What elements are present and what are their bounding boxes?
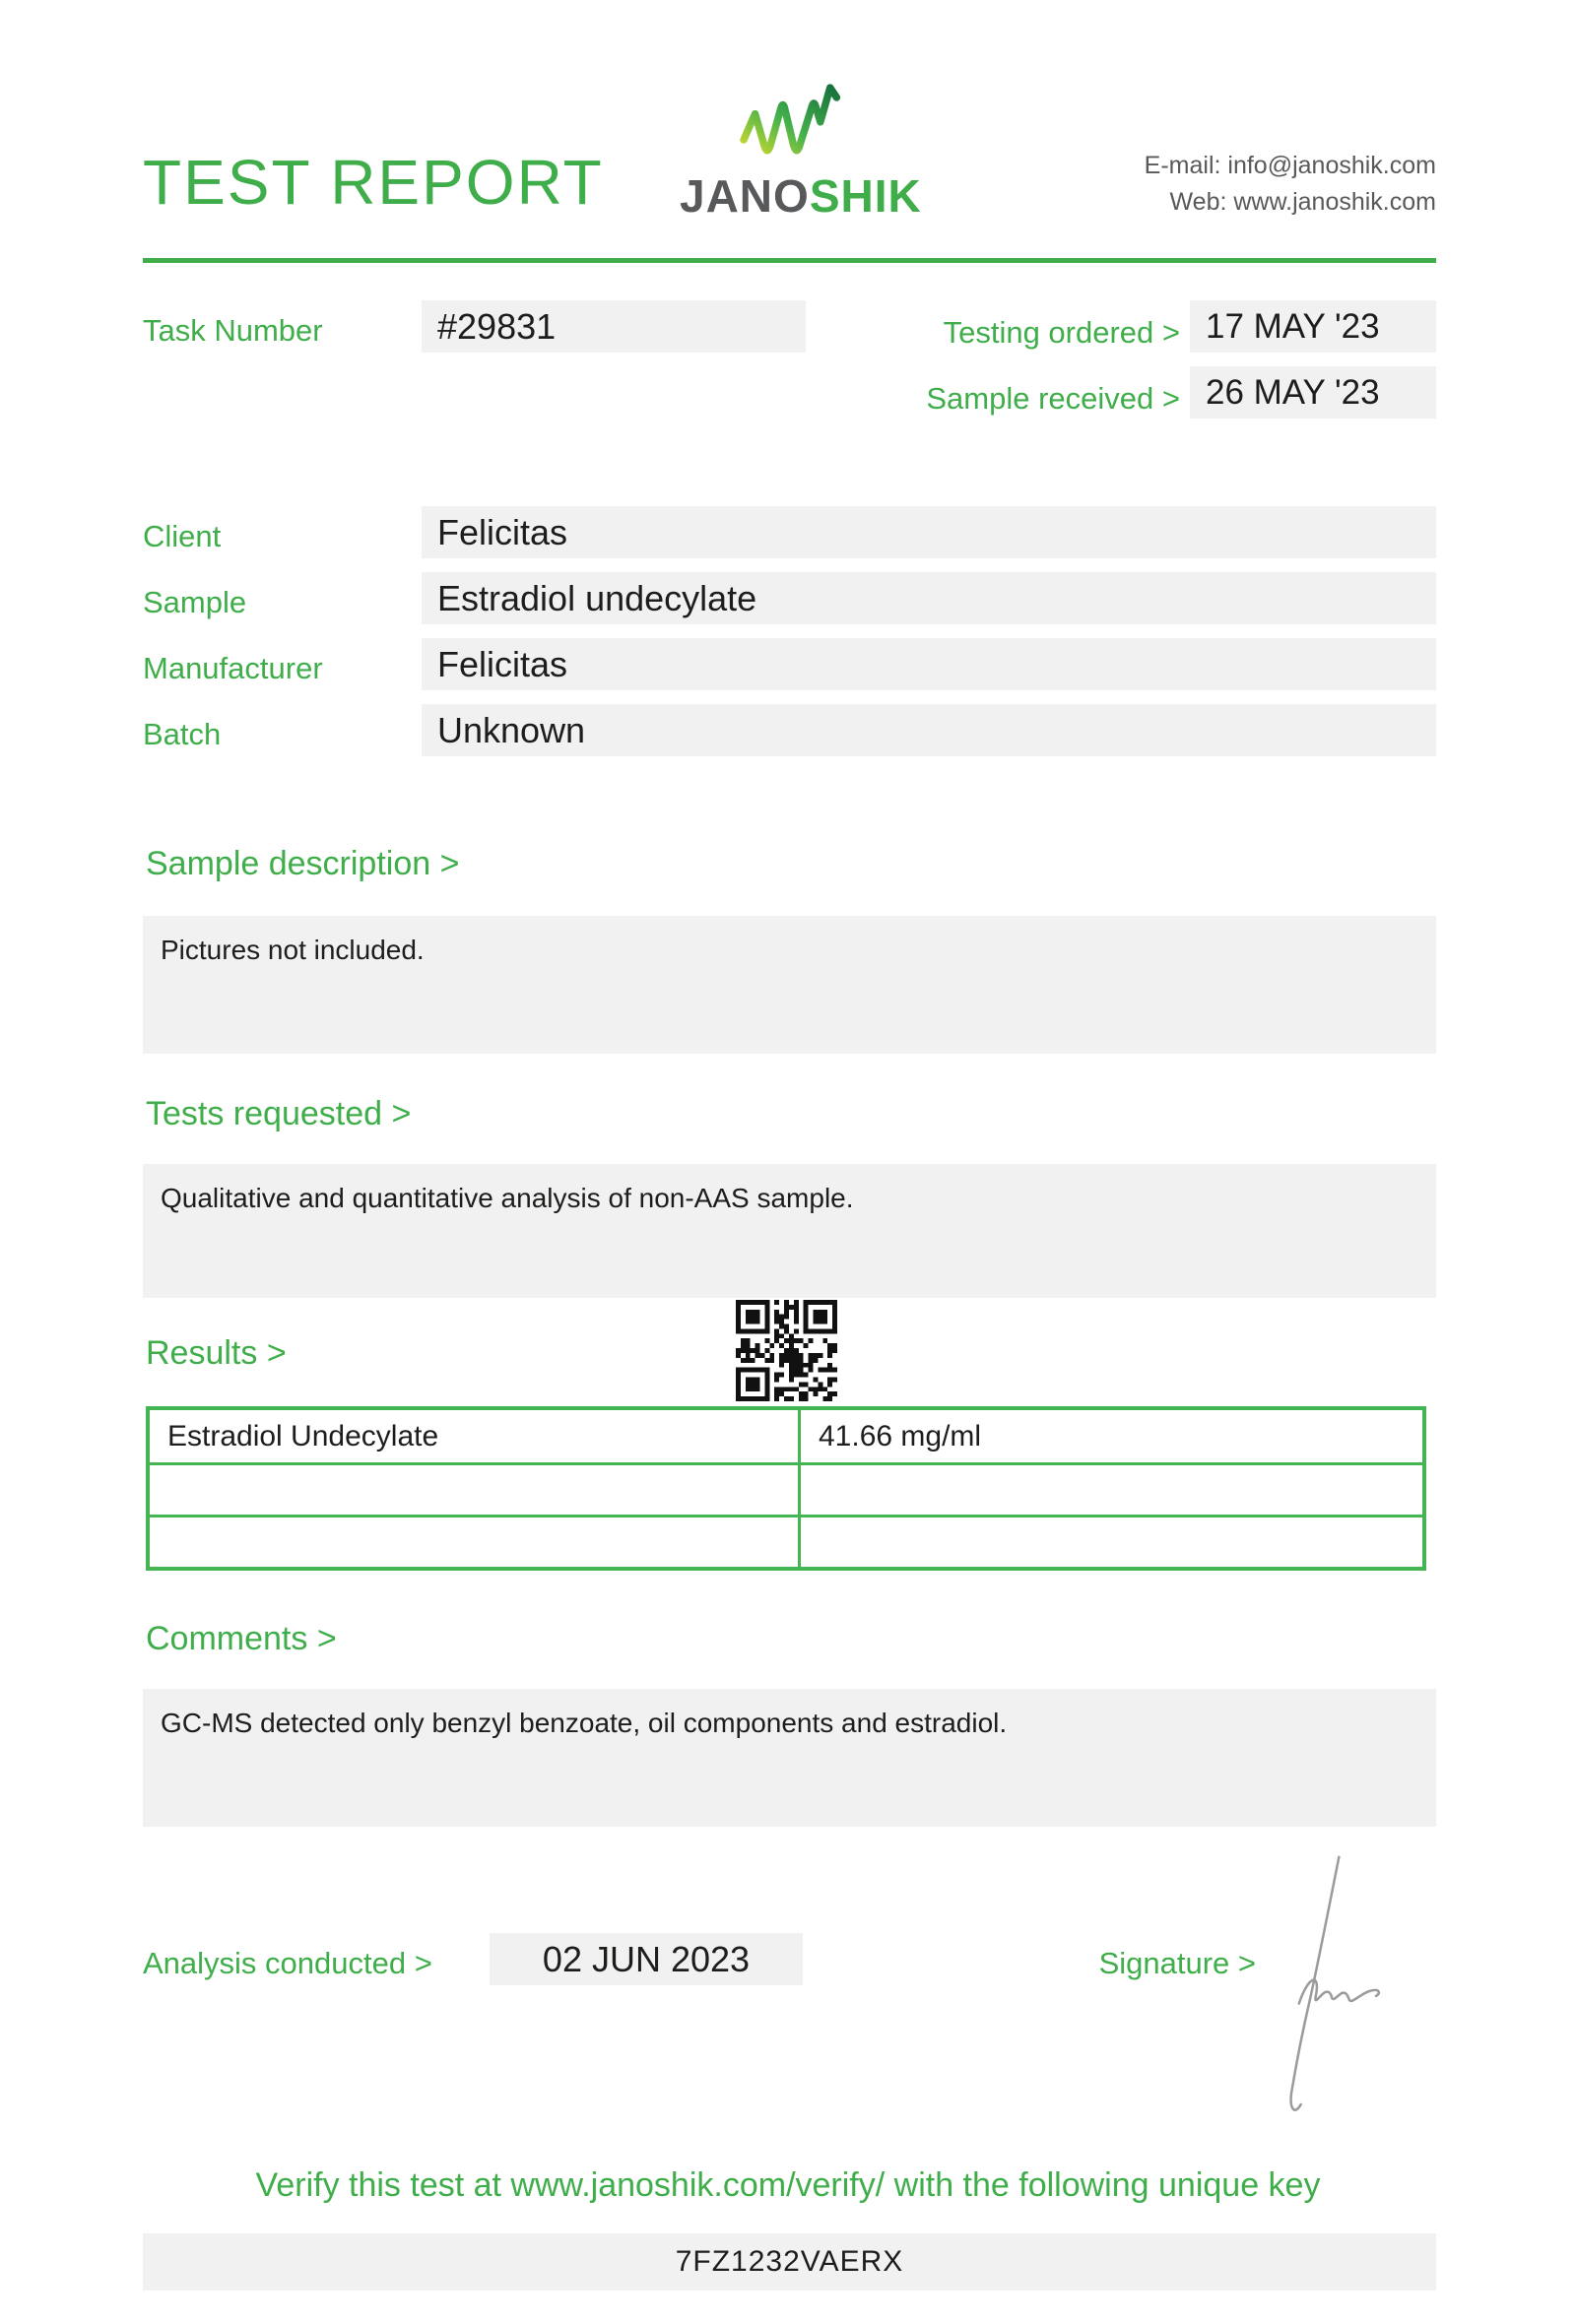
sample-label: Sample — [143, 585, 247, 619]
table-row — [150, 1515, 1422, 1567]
contact-block — [1145, 148, 1436, 221]
page-title: TEST REPORT — [143, 147, 604, 218]
tests-requested-title: Tests requested > — [146, 1095, 412, 1132]
logo-text-shik: SHIK — [809, 170, 922, 222]
tests-requested-text: Qualitative and quantitative analysis of non-AAS sample. — [161, 1183, 854, 1213]
tests-requested-box — [143, 1164, 1436, 1298]
contact-web: Web: www.janoshik.com — [1169, 188, 1436, 216]
logo-chart-icon — [739, 83, 843, 161]
testing-ordered-value: 17 MAY '23 — [1190, 300, 1436, 353]
client-label: Client — [143, 519, 222, 553]
manufacturer-label: Manufacturer — [143, 651, 323, 685]
result-name — [150, 1465, 801, 1515]
batch-value: Unknown — [422, 704, 1436, 756]
signature-label: Signature > — [1098, 1946, 1256, 1980]
results-title: Results > — [146, 1334, 287, 1372]
verify-key: 7FZ1232VAERX — [143, 2233, 1436, 2291]
logo-text-jano: JANO — [680, 170, 810, 222]
verify-instruction: Verify this test at www.janoshik.com/verify/ with the following unique key — [255, 2166, 1321, 2204]
sample-received-value: 26 MAY '23 — [1190, 366, 1436, 419]
client-value: Felicitas — [422, 506, 1436, 558]
task-number-value: #29831 — [422, 300, 806, 353]
result-name: Estradiol Undecylate — [150, 1410, 801, 1462]
table-row — [150, 1462, 1422, 1515]
header-divider — [143, 258, 1436, 263]
sample-received-label: Sample received > — [926, 381, 1180, 416]
sample-description-text: Pictures not included. — [161, 935, 425, 965]
comments-text: GC-MS detected only benzyl benzoate, oil components and estradiol. — [161, 1708, 1008, 1738]
table-row — [150, 1410, 1422, 1462]
comments-title: Comments > — [146, 1620, 337, 1657]
sample-value: Estradiol undecylate — [422, 572, 1436, 624]
result-value: 41.66 mg/ml — [819, 1419, 982, 1452]
logo-wordmark — [680, 169, 922, 223]
testing-ordered-label: Testing ordered > — [943, 315, 1180, 350]
sample-description-box — [143, 916, 1436, 1054]
contact-email: E-mail: info@janoshik.com — [1144, 152, 1436, 179]
batch-label: Batch — [143, 717, 222, 751]
analysis-conducted-value: 02 JUN 2023 — [490, 1933, 803, 1985]
task-number-label: Task Number — [143, 313, 323, 348]
analysis-conducted-label: Analysis conducted > — [143, 1946, 432, 1980]
comments-box — [143, 1689, 1436, 1827]
result-value — [801, 1517, 1422, 1567]
result-name — [150, 1517, 801, 1567]
result-value — [801, 1465, 1422, 1515]
signature-scribble — [1274, 1849, 1397, 2135]
sample-description-title: Sample description > — [146, 845, 460, 882]
manufacturer-value: Felicitas — [422, 638, 1436, 690]
results-table — [146, 1406, 1426, 1571]
qr-code — [736, 1300, 837, 1401]
